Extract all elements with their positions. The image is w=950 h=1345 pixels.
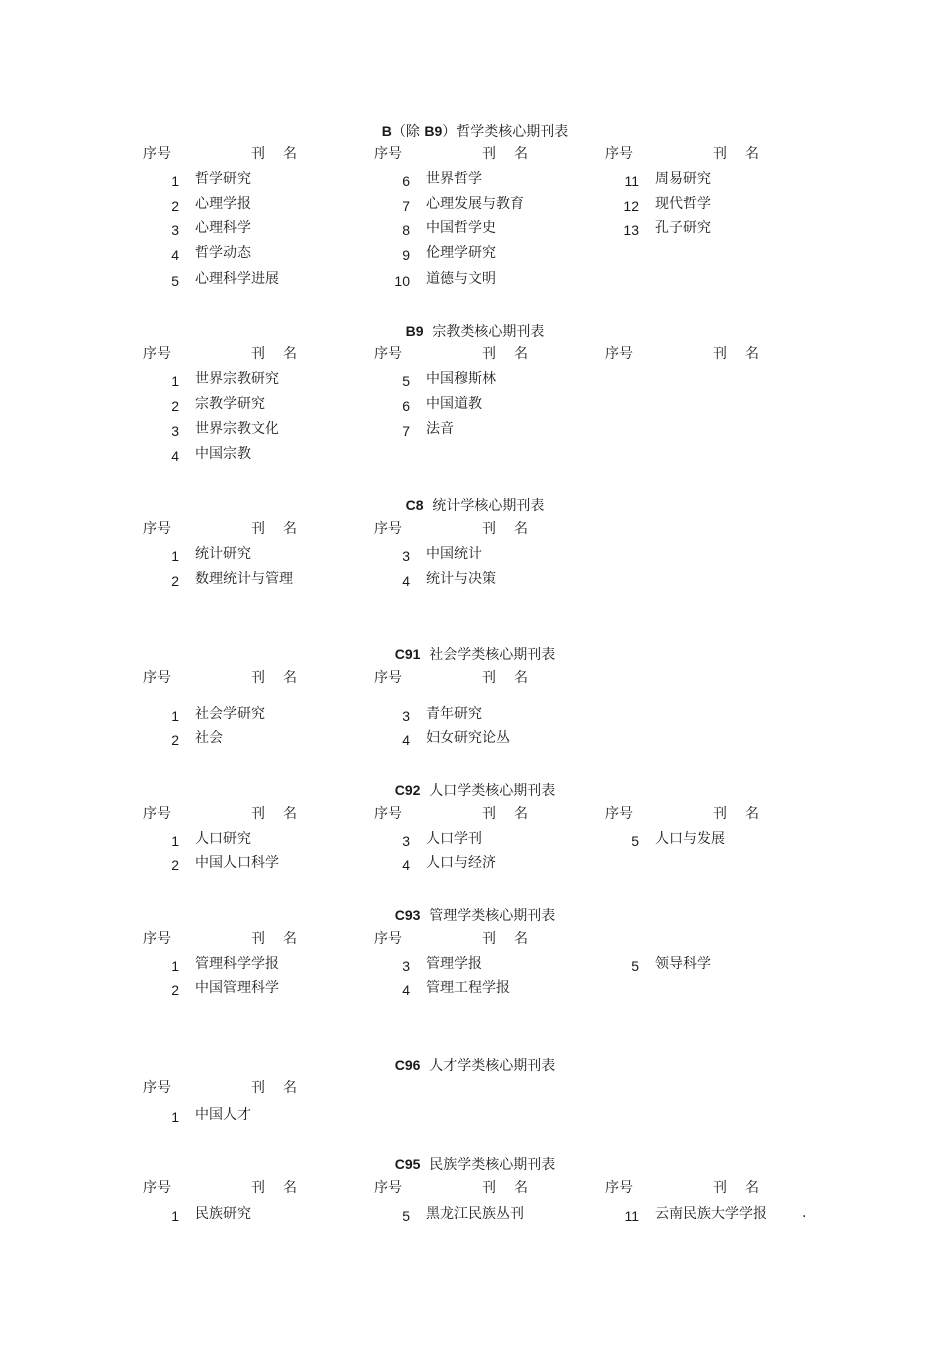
header-kan: 刊 [251,806,265,822]
row-number: 10 [394,273,410,289]
header-kan: 刊 [251,146,265,162]
row-number: 4 [171,247,179,263]
header-seq: 序号 [143,1180,171,1196]
header-ming: 名 [745,1180,759,1196]
header-seq: 序号 [605,1180,633,1196]
journal-name: 心理学报 [195,196,251,212]
row-number: 5 [402,1208,410,1224]
journal-name: 统计研究 [195,546,251,562]
header-seq: 序号 [143,521,171,537]
header-seq: 序号 [374,521,402,537]
section-title [0,1056,950,1075]
section-title [0,1155,950,1174]
journal-name: 数理统计与管理 [195,571,293,587]
journal-name: 中国哲学史 [426,220,496,236]
journal-name: 中国宗教 [195,446,251,462]
row-number: 5 [171,273,179,289]
journal-name: 中国管理科学 [195,980,279,996]
journal-name: 中国人口科学 [195,855,279,871]
header-ming: 名 [514,146,528,162]
journal-name: 道德与文明 [426,271,496,287]
title-code: C95 [394,1156,421,1172]
title-paren: （除 [391,124,420,140]
journal-name: 世界宗教研究 [195,371,279,387]
trailing-mark: . [802,1205,807,1221]
row-number: 4 [402,982,410,998]
header-kan: 刊 [482,346,496,362]
row-number: 4 [402,732,410,748]
header-kan: 刊 [482,931,496,947]
journal-name: 人口与发展 [655,831,725,847]
title-text: 宗教类核心期刊表 [432,324,545,340]
title-text: 管理学类核心期刊表 [429,908,556,924]
row-number: 5 [631,958,639,974]
header-kan: 刊 [482,146,496,162]
journal-name: 中国人才 [195,1107,251,1123]
row-number: 1 [171,1208,179,1224]
header-ming: 名 [283,1180,297,1196]
row-number: 5 [402,373,410,389]
journal-name: 心理发展与教育 [426,196,524,212]
header-seq: 序号 [143,806,171,822]
header-seq: 序号 [605,146,633,162]
row-number: 1 [171,373,179,389]
header-seq: 序号 [374,146,402,162]
row-number: 4 [402,857,410,873]
row-number: 9 [402,247,410,263]
journal-name: 周易研究 [655,171,711,187]
header-kan: 刊 [251,346,265,362]
header-kan: 刊 [251,1180,265,1196]
header-ming: 名 [514,670,528,686]
header-kan: 刊 [482,806,496,822]
journal-name: 云南民族大学学报 [655,1206,767,1222]
journal-name: 人口与经济 [426,855,496,871]
journal-name: 法音 [426,421,454,437]
header-kan: 刊 [251,1080,265,1096]
journal-name: 中国统计 [426,546,482,562]
row-number: 3 [402,548,410,564]
header-ming: 名 [745,146,759,162]
title-text: 民族学类核心期刊表 [429,1157,556,1173]
journal-name: 世界哲学 [426,171,482,187]
section-title [0,906,950,925]
header-seq: 序号 [143,1080,171,1096]
header-kan: 刊 [713,1180,727,1196]
row-number: 1 [171,173,179,189]
row-number: 1 [171,1109,179,1125]
journal-name: 伦理学研究 [426,245,496,261]
header-ming: 名 [283,521,297,537]
header-ming: 名 [283,670,297,686]
title-paren: ） [442,124,457,140]
title-code: B9 [405,323,424,339]
row-number: 4 [402,573,410,589]
header-kan: 刊 [482,1180,496,1196]
journal-name: 中国穆斯林 [426,371,496,387]
header-ming: 名 [745,346,759,362]
row-number: 5 [631,833,639,849]
header-ming: 名 [514,521,528,537]
journal-name: 社会学研究 [195,706,265,722]
header-ming: 名 [514,806,528,822]
journal-name: 青年研究 [426,706,482,722]
journal-name: 孔子研究 [655,220,711,236]
journal-name: 哲学研究 [195,171,251,187]
row-number: 3 [171,222,179,238]
journal-name: 管理工程学报 [426,980,510,996]
title-code: C96 [394,1057,421,1073]
journal-name: 现代哲学 [655,196,711,212]
journal-name: 人口学刊 [426,831,482,847]
journal-name: 心理科学 [195,220,251,236]
journal-name: 宗教学研究 [195,396,265,412]
row-number: 8 [402,222,410,238]
title-text: 社会学类核心期刊表 [429,647,556,663]
header-ming: 名 [283,931,297,947]
row-number: 2 [171,398,179,414]
section-title [0,781,950,800]
row-number: 2 [171,857,179,873]
header-seq: 序号 [374,346,402,362]
row-number: 1 [171,958,179,974]
header-seq: 序号 [143,346,171,362]
journal-name: 人口研究 [195,831,251,847]
journal-name: 领导科学 [655,956,711,972]
header-kan: 刊 [251,670,265,686]
row-number: 2 [171,198,179,214]
title-code: C8 [405,497,424,513]
title-code: C91 [394,646,421,662]
journal-name: 世界宗教文化 [195,421,279,437]
title-code: C92 [394,782,421,798]
header-seq: 序号 [605,346,633,362]
header-kan: 刊 [713,346,727,362]
row-number: 7 [402,423,410,439]
header-ming: 名 [283,346,297,362]
title-text: 人才学类核心期刊表 [429,1058,556,1074]
header-kan: 刊 [251,931,265,947]
section-title [0,322,950,341]
header-kan: 刊 [251,521,265,537]
section-title [0,122,950,141]
title-code: C93 [394,907,421,923]
section-title [0,496,950,515]
row-number: 11 [624,173,639,189]
title-code: B [381,123,392,139]
header-kan: 刊 [482,670,496,686]
row-number: 6 [402,398,410,414]
row-number: 3 [402,958,410,974]
header-kan: 刊 [713,806,727,822]
header-kan: 刊 [482,521,496,537]
section-title [0,645,950,664]
header-seq: 序号 [374,931,402,947]
row-number: 1 [171,548,179,564]
journal-name: 社会 [195,730,223,746]
row-number: 7 [402,198,410,214]
row-number: 3 [171,423,179,439]
row-number: 11 [624,1208,639,1224]
header-ming: 名 [283,806,297,822]
row-number: 3 [402,708,410,724]
header-seq: 序号 [374,806,402,822]
row-number: 6 [402,173,410,189]
header-seq: 序号 [143,146,171,162]
header-kan: 刊 [713,146,727,162]
row-number: 12 [623,198,639,214]
title-text: 统计学核心期刊表 [432,498,545,514]
header-ming: 名 [514,931,528,947]
header-seq: 序号 [605,806,633,822]
title-text: 哲学类核心期刊表 [456,124,569,140]
header-ming: 名 [283,146,297,162]
row-number: 4 [171,448,179,464]
journal-name: 管理学报 [426,956,482,972]
title-code: B9 [424,123,443,139]
header-seq: 序号 [143,670,171,686]
header-ming: 名 [745,806,759,822]
header-ming: 名 [514,346,528,362]
journal-name: 中国道教 [426,396,482,412]
header-seq: 序号 [374,1180,402,1196]
journal-name: 黑龙江民族丛刊 [426,1206,524,1222]
header-ming: 名 [283,1080,297,1096]
header-ming: 名 [514,1180,528,1196]
row-number: 13 [623,222,639,238]
journal-name: 哲学动态 [195,245,251,261]
row-number: 1 [171,708,179,724]
row-number: 2 [171,732,179,748]
journal-name: 统计与决策 [426,571,496,587]
header-seq: 序号 [374,670,402,686]
journal-name: 心理科学进展 [195,271,279,287]
header-seq: 序号 [143,931,171,947]
row-number: 2 [171,982,179,998]
journal-name: 民族研究 [195,1206,251,1222]
row-number: 3 [402,833,410,849]
row-number: 1 [171,833,179,849]
journal-name: 妇女研究论丛 [426,730,510,746]
title-text: 人口学类核心期刊表 [429,783,556,799]
row-number: 2 [171,573,179,589]
journal-name: 管理科学学报 [195,956,279,972]
